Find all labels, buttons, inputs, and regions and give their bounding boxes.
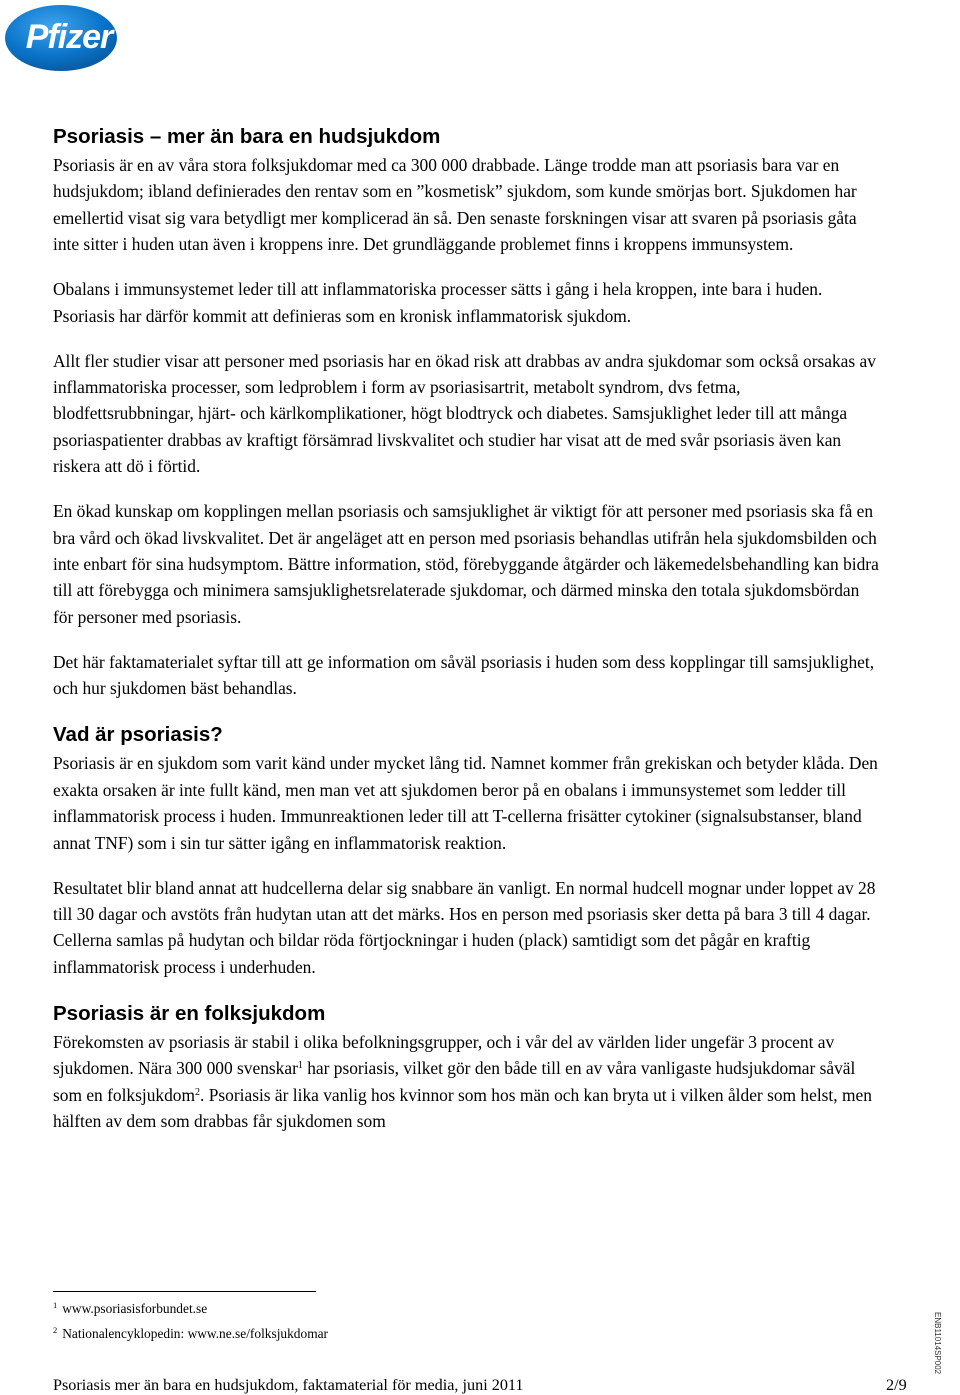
footnote-marker: 2 <box>53 1325 58 1335</box>
footnote-2 <box>53 1326 328 1342</box>
heading-folksjukdom: Psoriasis är en folksjukdom <box>53 1001 326 1025</box>
footer-title: Psoriasis mer än bara en hudsjukdom, faktamaterial för media, juni 2011 <box>53 1376 524 1394</box>
pfizer-logo <box>4 3 118 73</box>
footnote-text: Nationalencyklopedin: www.ne.se/folksjukdomar <box>62 1326 329 1341</box>
footnote-text: www.psoriasisforbundet.se <box>62 1301 208 1316</box>
pfizer-logo-text: Pfizer <box>25 18 113 56</box>
paragraph: Obalans i immunsystemet leder till att inflammatoriska processer sätts i gång i hela kroppen, inte bara i huden. Psoriasis har därför kommit att definieras som en kronisk inflammatorisk sjukdom. <box>53 279 823 326</box>
footnote-marker: 1 <box>53 1300 58 1310</box>
paragraph: Psoriasis är en av våra stora folksjukdomar med ca 300 000 drabbade. Länge trodde man att psoriasis bara var en hudsjukdom; ibland definierades den rentav som en ”kosmetisk” sjukdom, som kunde smörjas bort. Sjukdomen har emellertid visat sig vara betydligt mer komplicerad än så. Den senaste forskningen visar att svaren på psoriasis gåta inte sitter i huden utan även i kroppens inre. Det grundläggande problemet finns i kroppens immunsystem. <box>53 155 857 255</box>
paragraph-folksjukdom <box>53 1029 883 1135</box>
document-body <box>53 122 883 1153</box>
paragraph: En ökad kunskap om kopplingen mellan psoriasis och samsjuklighet är viktigt för att personer med psoriasis ska få en bra vård och ökad livskvalitet. Det är angeläget att en person med psoriasis behandlas utifrån hela sjukdomsbilden och inte enbart för sina hudsymptom. Bättre information, stöd, förebyggande åtgärder och läkemedelsbehandling kan bidra till att förebygga och minimera samsjuklighetsrelaterade sjukdomar, och därmed minska den totala sjukdomsbördan för personer med psoriasis. <box>53 501 879 627</box>
paragraph: Psoriasis är en sjukdom som varit känd under mycket lång tid. Namnet kommer från grekiskan och betyder klåda. Den exakta orsaken är inte fullt känd, men man vet att sjukdomen beror på en obalans i immunsystemet som ledder till inflammatorisk process i huden. Immunreaktionen leder till att T-cellerna frisätter cytokiner (signalsubstanser, bland annat TNF) som i sin tur sätter igång en inflammatorisk reaktion. <box>53 753 878 853</box>
footnote-1 <box>53 1301 207 1317</box>
paragraph: Det här faktamaterialet syftar till att ge information om såväl psoriasis i huden som dess kopplingar till samsjuklighet, och hur sjukdomen bäst behandlas. <box>53 651 875 699</box>
paragraph: Resultatet blir bland annat att hudcellerna delar sig snabbare än vanligt. En normal hudcell mognar under loppet av 28 till 30 dagar och avstöts från hudytan utan att det märks. Hos en person med psoriasis sker detta på bara 3 till 4 dagar. Cellerna samlas på hudytan och bildar röda förtjockningar i huden (plack) samtidigt som det pågår en kraftig inflammatorisk process i underhuden. <box>53 877 876 977</box>
footnote-divider <box>53 1291 316 1292</box>
paragraph-text: . Psoriasis är lika vanlig hos kvinnor som hos män och kan bryta ut i vilken ålder som helst, men hälften av dem som drabbas får sjukdomen som <box>53 1084 872 1131</box>
document-code: ENB11014SP002 <box>933 1312 942 1375</box>
paragraph: Allt fler studier visar att personer med psoriasis har en ökad risk att drabbas av andra sjukdomar som också orsakas av inflammatoriska processer, som ledproblem i form av psoriasisartrit, metabolt syndrom, dvs fetma, blodfettsrubbningar, hjärt- och kärlkomplikationer, högt blodtryck och diabetes. Samsjuklighet leder till att många psoriaspatienter drabbas av kraftigt försämrad livskvalitet och studier har visat att de med svår psoriasis även kan riskera att dö i förtid. <box>53 350 876 477</box>
page-number: 2/9 <box>886 1376 907 1394</box>
paragraph-text: Förekomsten av psoriasis är stabil i olika befolkningsgrupper, och i vår del av världen lider ungefär 3 procent av sjukdomen. Nära 300 000 svenskar <box>53 1031 835 1079</box>
footnote-ref: 1 <box>297 1060 303 1072</box>
paragraph-text: har psoriasis, vilket gör den både till en av våra vanligaste hudsjukdomar såväl som en folksjukdom <box>53 1058 856 1105</box>
heading-vad-ar-psoriasis: Vad är psoriasis? <box>53 723 223 747</box>
heading-psoriasis-mer-an-bara: Psoriasis – mer än bara en hudsjukdom <box>53 125 441 148</box>
footnote-ref: 2 <box>195 1086 201 1098</box>
